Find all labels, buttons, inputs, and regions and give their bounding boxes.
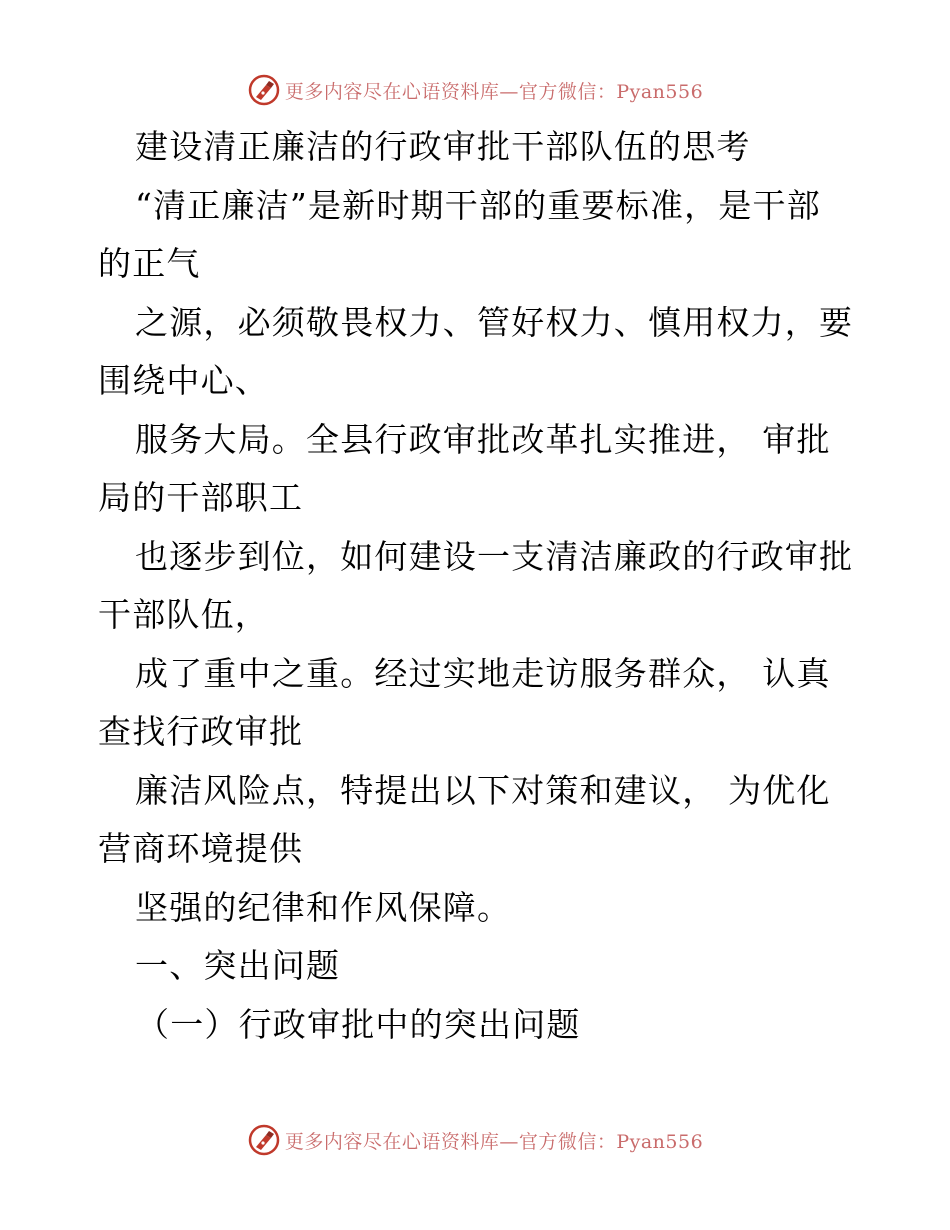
paragraph-line: 营商环境提供 bbox=[98, 829, 304, 868]
paragraph-line: “清正廉洁”是新时期干部的重要标准，是干部 bbox=[135, 185, 821, 225]
paragraph-line: 的正气 bbox=[98, 244, 201, 283]
paragraph-line: 之源，必须敬畏权力、管好权力、慎用权力，要 bbox=[135, 302, 854, 342]
paragraph-line: 干部队伍， bbox=[98, 595, 269, 634]
pen-nib-circle-icon bbox=[247, 73, 281, 107]
document-title: 建设清正廉洁的行政审批干部队伍的思考 bbox=[135, 127, 751, 166]
section-heading: 一、突出问题 bbox=[135, 946, 341, 985]
paragraph-line: 服务大局。全县行政审批改革扎实推进， 审批 bbox=[135, 419, 831, 459]
paragraph-line: 局的干部职工 bbox=[98, 478, 304, 517]
watermark-text: 更多内容尽在心语资料库—官方微信：Pyan556 bbox=[284, 80, 704, 103]
header-watermark bbox=[0, 70, 950, 110]
paragraph-line: 也逐步到位，如何建设一支清洁廉政的行政审批 bbox=[135, 536, 854, 576]
paragraph-line: 坚强的纪律和作风保障。 bbox=[135, 887, 512, 927]
watermark-text: 更多内容尽在心语资料库—官方微信：Pyan556 bbox=[284, 1130, 704, 1153]
paragraph-line: 廉洁风险点，特提出以下对策和建议， 为优化 bbox=[135, 770, 831, 810]
paragraph-line: 围绕中心、 bbox=[98, 361, 269, 400]
pen-nib-circle-icon bbox=[247, 1123, 281, 1157]
paragraph-line: 查找行政审批 bbox=[98, 712, 304, 751]
subsection-heading: （一）行政审批中的突出问题 bbox=[136, 1004, 581, 1044]
document-body bbox=[98, 118, 858, 1054]
paragraph-line: 成了重中之重。经过实地走访服务群众， 认真 bbox=[135, 653, 831, 693]
footer-watermark bbox=[0, 1120, 950, 1160]
